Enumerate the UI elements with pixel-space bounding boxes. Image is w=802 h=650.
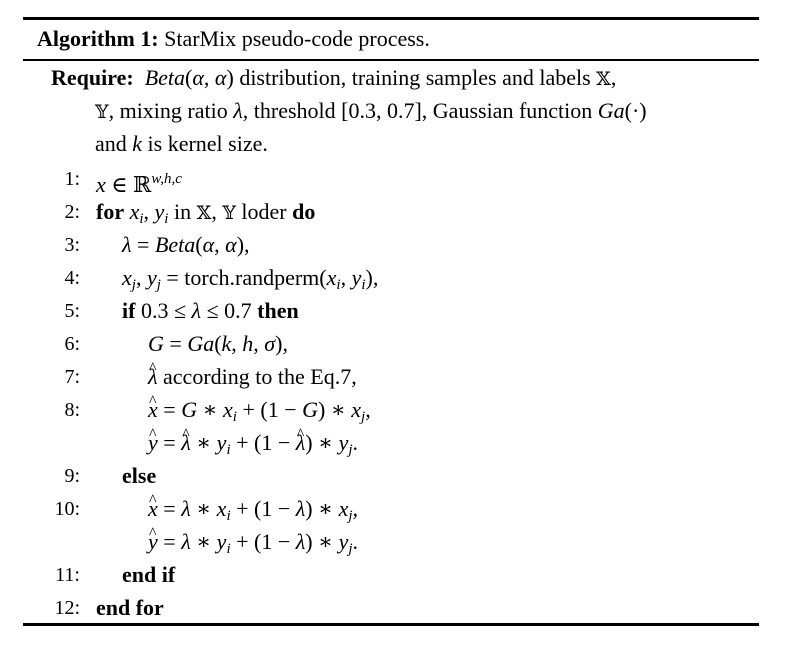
require-text-2b: , threshold [0.3, 0.7], Gaussian function [242, 98, 593, 123]
algo-line-6: G = Ga(k, h, σ), [148, 331, 288, 356]
line-number-6: 6: [64, 333, 80, 355]
caption-rule [23, 59, 759, 61]
algo-line-2: for $x_i$, $y_i$ in 𝕏, 𝕐 loder do [96, 199, 316, 227]
line-number-4: 4: [64, 267, 80, 289]
line-number-2: 2: [64, 201, 80, 223]
require-line-1: Require: Beta(α, α) distribution, training samples and labels 𝕏, [51, 65, 617, 90]
algo-line-1: x ∈ ℝ$^{w,h,c}$ [96, 171, 182, 197]
line-number-5: 5: [64, 300, 80, 322]
line-number-3: 3: [64, 234, 80, 256]
algo-line-10a: ^ x = λ ∗ $x_i + (1 - \lambda)$ ∗ $x_j$, [148, 494, 358, 531]
require-line-3: and k is kernel size. [95, 131, 268, 156]
line-number-8: 8: [64, 399, 80, 421]
algo-line-10b: ^ y = λ ∗ $y_i + (1 - \lambda)$ ∗ $y_j$. [148, 527, 358, 564]
require-text-1: distribution, training samples and labels [239, 65, 591, 90]
algo-line-7: ^ λ according to the Eq.7, [148, 362, 357, 392]
algorithm-caption [37, 24, 430, 54]
require-text-2a: , mixing ratio [108, 98, 228, 123]
algo-line-8b: ^ y = ^ λ ∗ $y_i + (1$ − ^ λ) ∗ $y_j$. [148, 428, 358, 465]
algo-line-4: $x_j$, $y_j$ = $torch.randperm(x_i$, $y_i$), [122, 265, 379, 293]
algo-line-9: else [122, 463, 157, 488]
line-number-12: 12: [54, 597, 80, 619]
line-number-10: 10: [54, 498, 80, 520]
algo-line-5: if 0.3 ≤ λ ≤ 0.7 then [122, 298, 299, 323]
algorithm-title: StarMix pseudo-code process. [164, 26, 430, 51]
algo-line-11: end if [122, 562, 176, 587]
algo-line-12: end for [96, 595, 164, 620]
line-number-7: 7: [64, 366, 80, 388]
line-number-11: 11: [55, 564, 80, 586]
require-line-2: 𝕐, mixing ratio λ, threshold [0.3, 0.7], Gaussian function Ga(·) [95, 98, 647, 123]
line-number-9: 9: [64, 465, 80, 487]
top-rule [23, 17, 759, 20]
require-text-3a: and [95, 131, 127, 156]
algorithm-label: Algorithm 1: [37, 26, 159, 51]
require-text-3b: is kernel size. [147, 131, 268, 156]
require-keyword: Require: [51, 65, 134, 90]
bottom-rule [23, 623, 759, 626]
line-number-1: 1: [64, 168, 80, 190]
algo-line-3: λ = Beta(α, α), [122, 232, 250, 257]
algo-line-8a: ^ x = G ∗ $x_i + (1 - G)$ ∗ $x_j$, [148, 395, 371, 432]
